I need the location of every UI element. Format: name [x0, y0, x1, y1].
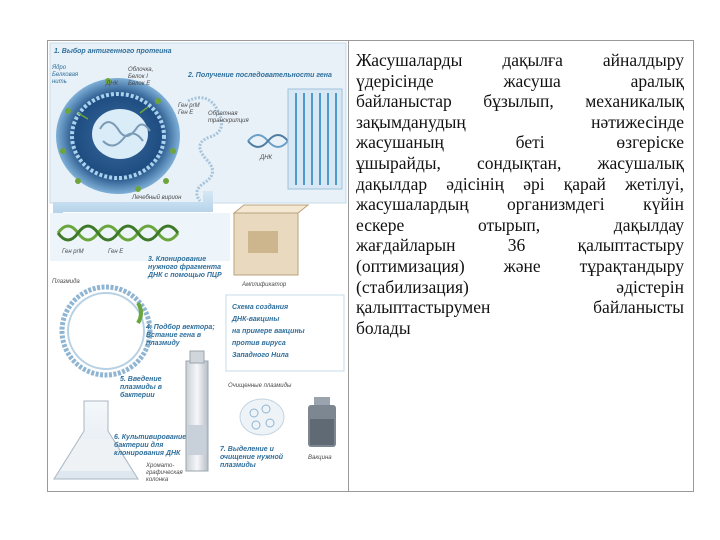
text-line-11: [356, 256, 684, 277]
label-proteins-1: Облочка,: [128, 67, 154, 73]
text-line-10: [356, 235, 684, 256]
label-envelope: Ядро: [52, 65, 67, 71]
text-line-9: [356, 215, 684, 236]
text-line-12: [356, 277, 684, 298]
label-vaccine: Вакцина: [308, 455, 332, 461]
purified-plasmids: [240, 399, 284, 435]
text-word: әрі: [523, 173, 545, 194]
text-word: айналдыру: [602, 50, 684, 70]
text-line-4: [356, 112, 684, 133]
text-word: байланыстар: [356, 91, 452, 112]
label-gene-prm-2: Ген prM: [62, 249, 84, 255]
dna-vaccine-diagram: [48, 41, 348, 491]
text-word: күйін: [643, 194, 684, 215]
text-word: тұрақтандыру: [579, 255, 684, 276]
virus-particle: [56, 78, 180, 194]
diagram-caption: [226, 295, 344, 371]
step-7-label-c: плазмиды: [220, 462, 256, 469]
text-word: отырып,: [477, 214, 541, 235]
label-reverse-1: Обратная: [208, 111, 238, 117]
step-5-label-a: 5. Введение: [120, 376, 162, 383]
label-column-1: Хромато-: [146, 463, 175, 469]
text-line-6: [356, 153, 684, 174]
text-word: ұшырайды,: [356, 152, 441, 173]
text-word: нәтижесінде: [591, 111, 684, 132]
body-text: [356, 50, 684, 338]
text-word: сондықтан,: [476, 152, 562, 173]
text-word: беті: [515, 132, 545, 153]
text-word: дақылдау: [613, 214, 684, 235]
step-6-label-c: клонирования ДНК: [114, 450, 181, 457]
text-word: әдістерін: [616, 276, 684, 297]
text-line-14-content: болады: [356, 317, 411, 338]
text-word: дақылға: [502, 50, 563, 70]
text-word: жағдайларын: [356, 235, 456, 256]
text-word: механикалық: [585, 91, 684, 112]
plasmid-ring: [62, 287, 150, 375]
step-1-label: 1. Выбор антигенного протеина: [54, 48, 172, 55]
text-word: қалыптастырумен: [356, 297, 491, 318]
label-envelope-3: нить: [52, 79, 67, 85]
step-7-label-a: 7. Выделение и: [220, 446, 274, 453]
label-proteins-3: Белок Е: [128, 81, 151, 87]
step-5-label-c: бактерии: [120, 392, 155, 399]
step-5-label-b: плазмиды в: [120, 384, 162, 391]
chromatography-column: [186, 351, 208, 471]
step-4-label-c: плазмиду: [146, 340, 180, 347]
step-6-label-b: бактерии для: [114, 442, 164, 449]
text-word: (оптимизация): [356, 255, 465, 276]
label-gene-e: Ген E: [178, 110, 194, 116]
text-word: жасушаның: [356, 132, 444, 153]
label-amplifier: Амплификатор: [242, 282, 287, 288]
label-virus: Лечебный вирион: [132, 195, 182, 201]
label-dna-right: ДНК: [260, 155, 273, 161]
label-proteins-2: Белок I: [128, 74, 148, 80]
text-word: әдісінің: [446, 173, 505, 194]
caption-line-5: Западного Нила: [232, 352, 289, 359]
text-word: қарай: [563, 173, 606, 194]
text-line-13: [356, 297, 684, 318]
label-dna-top: ДНК: [106, 81, 119, 87]
step-3-label-b: нужного фрагмента: [148, 264, 221, 271]
text-word: 36: [507, 235, 526, 256]
label-reverse-2: транскрипция: [208, 118, 249, 124]
text-word: аралық: [630, 70, 684, 91]
text-word: байланысты: [593, 297, 684, 318]
text-line-2: [356, 71, 684, 92]
text-line-7: [356, 174, 684, 195]
text-line-3: [356, 91, 684, 112]
step-6-label-a: 6. Культивирование: [114, 434, 187, 441]
step-3-label-a: 3. Клонирование: [148, 256, 207, 263]
text-word: өзгеріске: [616, 132, 684, 153]
text-word: қалыптастыру: [577, 235, 684, 256]
label-column-3: колонка: [146, 477, 169, 483]
text-line-5: [356, 132, 684, 153]
caption-line-1: Схема создания: [232, 304, 289, 311]
text-word: (стабилизация): [356, 276, 469, 297]
vaccine-vial: [308, 397, 336, 447]
column-divider: [348, 40, 349, 492]
text-line-14: [356, 318, 684, 339]
text-word: ескере: [356, 214, 405, 235]
label-envelope-2: Белковая: [52, 72, 79, 78]
label-gene-prm: Ген prM: [178, 103, 200, 109]
text-word: Жасушаларды: [356, 50, 463, 70]
step-4-label-b: Встание гена в: [146, 332, 202, 339]
text-word: организмдегі: [507, 194, 605, 215]
label-column-2: графическая: [146, 470, 183, 476]
text-line-1: [356, 50, 684, 71]
text-word: бұзылып,: [483, 91, 554, 112]
pcr-amplifier: [234, 205, 308, 275]
text-word: зақымданудың: [356, 111, 466, 132]
text-word: дақылдар: [356, 173, 428, 194]
text-word: жасуша: [503, 70, 561, 91]
step-4-label-a: 4. Подбор вектора;: [146, 324, 215, 331]
label-plasmid: Плазмида: [52, 279, 80, 285]
label-pure-plasmid: Очищенные плазмиды: [228, 383, 292, 389]
caption-line-2: ДНК-вакцины: [232, 316, 280, 323]
text-word: үдерісінде: [356, 70, 434, 91]
text-line-8: [356, 194, 684, 215]
caption-line-3: на примере вакцины: [232, 328, 305, 335]
label-gene-e-2: Ген E: [108, 249, 124, 255]
step-3-label-c: ДНК с помощью ПЦР: [148, 272, 222, 279]
text-word: жетілуі,: [625, 173, 684, 194]
step-7-label-b: очищение нужной: [220, 454, 284, 461]
text-word: жасушалардың: [356, 194, 469, 215]
text-word: және: [503, 255, 541, 276]
caption-line-4: против вируса: [232, 340, 286, 347]
text-word: жасушалық: [597, 152, 684, 173]
step-2-label: 2. Получение последовательности гена: [188, 72, 332, 79]
